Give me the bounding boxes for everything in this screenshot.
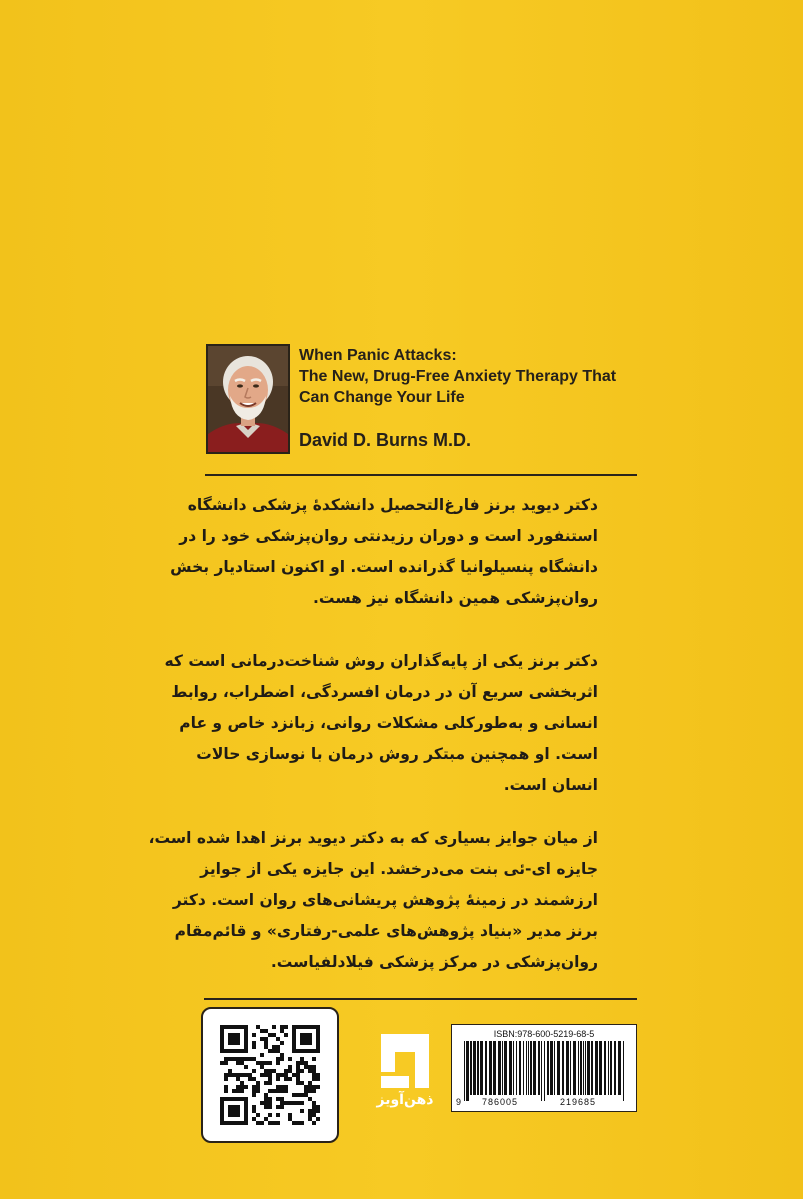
- paragraph-line: جایزه ای-ئی بنت می‌درخشد. این جایزه یکی از جوایز: [200, 860, 598, 878]
- paragraph-line: دکتر برنز یکی از پایه‌گذاران روش شناخت‌درمانی است که: [164, 652, 598, 670]
- author-name: David D. Burns M.D.: [299, 430, 472, 450]
- book-title: [299, 345, 679, 408]
- author-portrait: [206, 344, 290, 454]
- publisher-name: ذهن‌آویز: [376, 1092, 434, 1108]
- isbn-number: ISBN:978-600-5219-68-5: [493, 1029, 595, 1039]
- biography-paragraph-1: [170, 490, 598, 614]
- book-title-line: The New, Drug-Free Anxiety Therapy That: [299, 368, 617, 385]
- divider-bottom: [204, 998, 637, 1000]
- book-title-line: When Panic Attacks:: [299, 347, 457, 364]
- paragraph-line: انسانی و به‌طورکلی مشکلات روانی، زبانزد خاص و عام: [179, 714, 598, 732]
- barcode-digit-first: 9: [456, 1097, 463, 1107]
- paragraph-line: روان‌پزشکی همین دانشگاه نیز هست.: [313, 589, 598, 607]
- book-title-line: Can Change Your Life: [299, 389, 465, 406]
- publisher-logo: [375, 1030, 435, 1120]
- paragraph-line: انسان است.: [503, 776, 598, 794]
- paragraph-line: روان‌پزشکی در مرکز پزشکی فیلادلفیاست.: [270, 953, 598, 971]
- paragraph-line: از میان جوایز بسیاری که به دکتر دیوید برنز اهدا شده است،: [148, 829, 598, 847]
- qr-code-icon: [203, 1009, 337, 1141]
- barcode-digits-left: 786005: [482, 1097, 519, 1107]
- barcode-digits-right: 219685: [560, 1097, 597, 1107]
- paragraph-line: است. او همچنین مبتکر روش درمان با نوسازی حالات: [196, 745, 598, 763]
- isbn-barcode: [451, 1024, 637, 1112]
- biography-paragraph-2: [164, 646, 598, 801]
- paragraph-line: دانشگاه پنسیلوانیا گذرانده است. او اکنون استادیار بخش: [170, 558, 598, 576]
- qr-code: [201, 1007, 339, 1143]
- paragraph-line: دکتر دیوید برنز فارغ‌التحصیل دانشکدهٔ پزشکی دانشگاه: [187, 496, 598, 514]
- divider-top: [205, 474, 637, 476]
- paragraph-line: استنفورد است و دوران رزیدنتی روان‌پزشکی خود را در: [179, 527, 598, 545]
- paragraph-line: برنز مدیر «بنیاد پژوهش‌های علمی-رفتاری» و قائم‌مقام: [174, 922, 598, 940]
- paragraph-line: اثربخشی سریع آن در درمان افسردگی، اضطراب، روابط: [171, 683, 598, 701]
- barcode-icon: [452, 1025, 636, 1111]
- biography-paragraph-3: [148, 823, 598, 978]
- paragraph-line: ارزشمند در زمینهٔ پژوهش پریشانی‌های روان است. دکتر: [172, 891, 598, 909]
